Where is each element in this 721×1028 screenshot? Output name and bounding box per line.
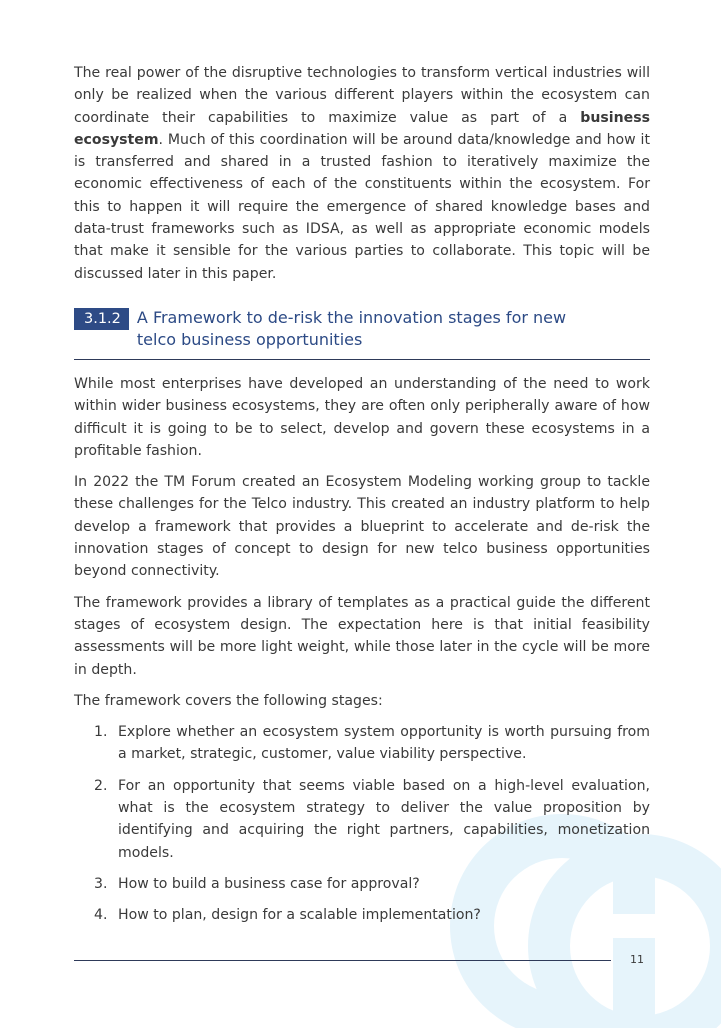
list-item [74, 904, 650, 926]
intro-text-end: . Much of this coordination will be around data/knowledge and how it is transferred and shared in a trusted fashion to iteratively maximize the economic effectiveness of each of the constituents within the ecosystem. For this to happen it will require the emergence of shared knowledge bases and data-trust frameworks such as IDSA, as well as appropriate economic models that make it sensible for the various parties to collaborate. This topic will be discussed later in this paper. [74, 131, 650, 282]
list-item [74, 721, 650, 766]
list-item-number: 2. [94, 777, 108, 794]
footer-divider [74, 960, 611, 961]
list-item-text: How to plan, design for a scalable implementation? [118, 907, 481, 924]
paragraph-tm-forum: In 2022 the TM Forum created an Ecosystem Modeling working group to tackle these challenges for the Telco industry. This created an industry platform to help develop a framework that provides a blueprint to accelerate and de-risk the innovation stages of concept to design for new telco business opportunities beyond connectivity. [74, 474, 650, 580]
section-title: A Framework to de-risk the innovation stages for new telco business opportunities [136, 307, 567, 349]
intro-text-start: The real power of the disruptive technologies to transform vertical industries will only be realized when the various different players within the ecosystem can coordinate their capabilities to maximize value as part of a [74, 65, 650, 126]
list-item-number: 3. [94, 875, 108, 892]
list-item-number: 1. [94, 724, 108, 741]
list-item-text: How to build a business case for approval? [118, 875, 420, 892]
list-item [74, 775, 650, 864]
page-number: 11 [630, 953, 644, 966]
business-ecosystem-term: business ecosystem [74, 109, 650, 148]
list-item-text: Explore whether an ecosystem system opportunity is worth pursuing from a market, strategic, customer, value viability perspective. [118, 724, 650, 763]
paragraph-templates: The framework provides a library of templates as a practical guide the different stages of ecosystem design. The expectation here is that initial feasibility assessments will be more light weight, while those later in the cycle will be more in depth. [74, 594, 650, 678]
list-item [74, 873, 650, 895]
paragraph-ecosystem-awareness: While most enterprises have developed an understanding of the need to work within wider business ecosystems, they are often only peripherally aware of how difficult it is going to be to select, develop and govern these ecosystems in a profitable fashion. [74, 375, 650, 459]
page-content [74, 62, 650, 936]
list-item-text: For an opportunity that seems viable based on a high-level evaluation, what is the ecosystem strategy to deliver the value proposition by identifying and acquiring the right partners, capabilities, monetization models. [118, 777, 650, 861]
intro-paragraph [74, 62, 650, 285]
stages-list [74, 721, 650, 926]
section-heading [74, 307, 650, 360]
list-item-number: 4. [94, 907, 108, 924]
paragraph-stages-intro: The framework covers the following stages: [74, 692, 383, 709]
section-number-badge: 3.1.2 [74, 308, 129, 330]
